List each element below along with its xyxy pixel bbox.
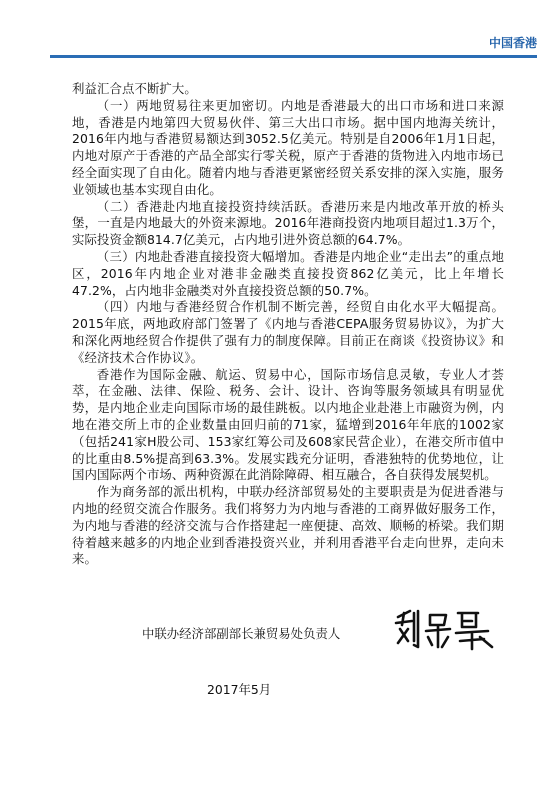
body-text: [72, 81, 504, 568]
signoff-title: 中联办经济部副部长兼贸易处负责人: [142, 626, 341, 641]
header-rule: [50, 55, 537, 58]
header-label: 中国香港: [488, 36, 537, 50]
paragraph-hk-advantages: 香港作为国际金融、航运、贸易中心，国际市场信息灵敏，专业人才荟萃，在金融、法律、保险、税务、会计、设计、咨询等服务领域具有明显优势，是内地企业走向国际市场的最佳跳板。以内地企业赴港上市融资为例，内地在港交所上市的企业数量由回归前的71家，猛增到2016年年底的1002家（包括241家H股公司、153家红筹公司及608家民营企业），在港交所市值中的比重由8.5%提高到63.3%。发展实践充分证明，香港独特的优势地位，让国内国际两个市场、两种资源在此消除障碍、相互融合，各自获得发展契机。: [72, 366, 504, 483]
paragraph-continuation: 利益汇合点不断扩大。: [72, 81, 197, 96]
paragraph-trade-office: 作为商务部的派出机构，中联办经济部贸易处的主要职责是为促进香港与内地的经贸交流合作服务。我们将努力为内地与香港的工商界做好服务工作，为内地与香港的经济交流与合作搭建起一座便捷、高效、顺畅的桥梁。我们期待着越来越多的内地企业到香港投资兴业，并利用香港平台走向世界，走向未来。: [72, 484, 504, 567]
date: 2017年5月: [207, 682, 272, 697]
paragraph-mainland-investment: （三）内地赴香港直接投资大幅增加。香港是内地企业“走出去”的重点地区，2016年内地企业对港非金融类直接投资862亿美元，比上年增长47.2%，占内地非金融类对外直接投资总额的50.7%。: [72, 248, 504, 298]
paragraph-hk-investment: （二）香港赴内地直接投资持续活跃。香港历来是内地改革开放的桥头堡，一直是内地最大的外资来源地。2016年港商投资内地项目超过1.3万个，实际投资金额814.7亿美元，占内地引进外资总额的64.7%。: [72, 198, 504, 248]
paragraph-trade: （一）两地贸易往来更加密切。内地是香港最大的出口市场和进口来源地，香港是内地第四大贸易伙伴、第三大出口市场。据中国内地海关统计，2016年内地与香港贸易额达到3052.5亿美元。特别是自2006年1月1日起，内地对原产于香港的产品全部实行零关税，原产于香港的货物进入内地市场已经全面实现了自由化。随着内地与香港更紧密经贸关系安排的深入实施，服务业领域也基本实现自由化。: [72, 97, 504, 197]
handwritten-signature: [392, 607, 497, 652]
paragraph-cooperation-mechanism: （四）内地与香港经贸合作机制不断完善，经贸自由化水平大幅提高。2015年底，两地政府部门签署了《内地与香港CEPA服务贸易协议》，为扩大和深化两地经贸合作提供了强有力的制度保障。目前正在商谈《投资协议》和《经济技术合作协议》。: [72, 299, 504, 365]
